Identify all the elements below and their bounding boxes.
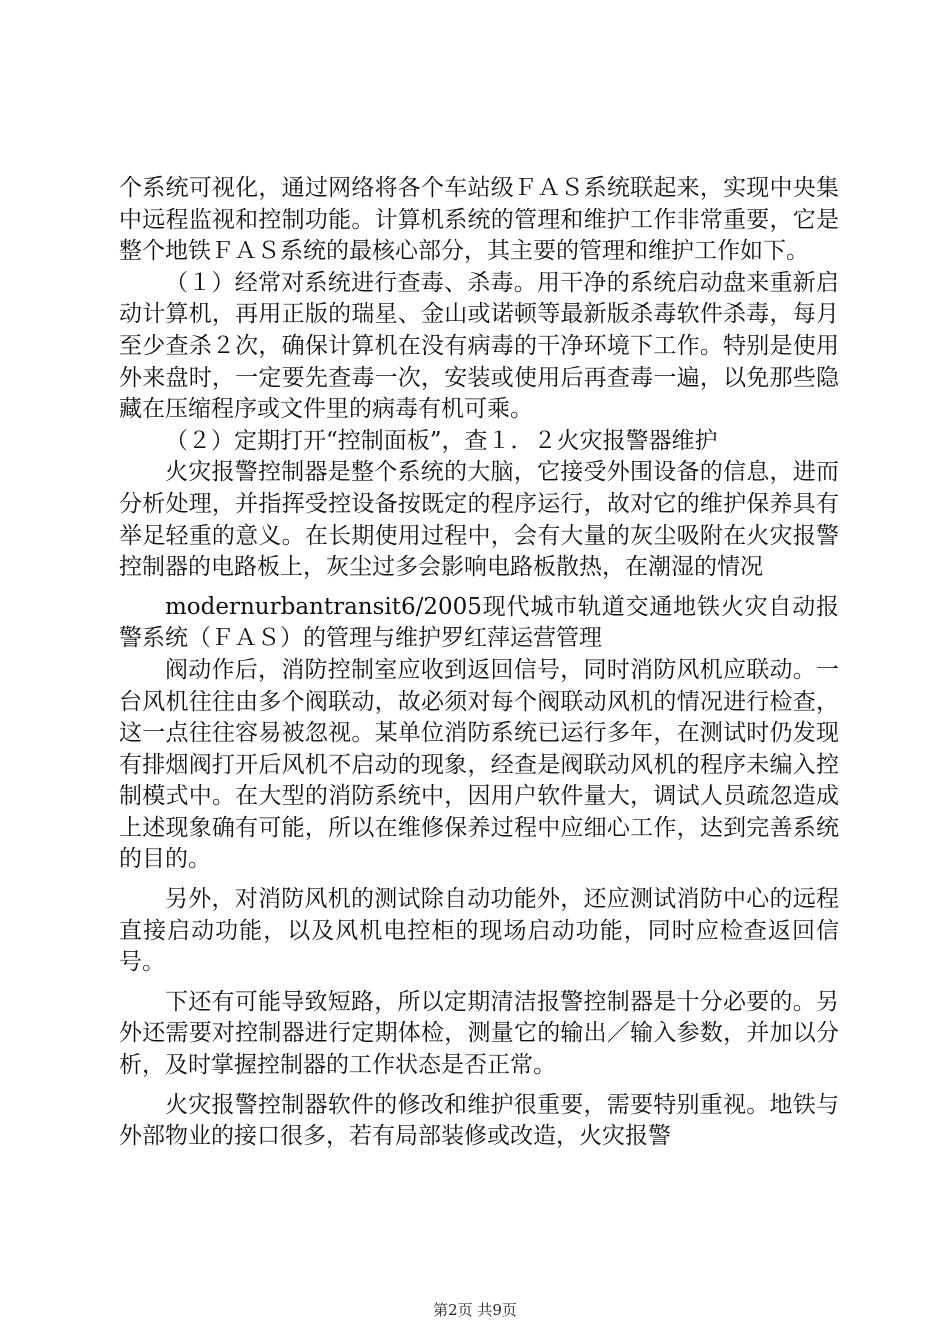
paragraph-4: 火灾报警控制器是整个系统的大脑，它接受外围设备的信息，进而分析处理，并指挥受控设备按既定的程序运行，故对它的维护保养具有举足轻重的意义。在长期使用过程中，会有大量的灰尘吸附在火灾报警控制器的电路板上，灰尘过多会影响电路板散热，在潮湿的情况 — [119, 459, 839, 581]
paragraph-7: 另外，对消防风机的测试除自动功能外，还应测试消防中心的远程直接启动功能，以及风机电控柜的现场启动功能，同时应检查返回信号。 — [119, 886, 839, 976]
document-body — [119, 173, 839, 1153]
paragraph-2: （１）经常对系统进行查毒、杀毒。用干净的系统启动盘来重新启动计算机，再用正版的瑞星、金山或诺顿等最新版杀毒软件杀毒，每月至少查杀２次，确保计算机在没有病毒的干净环境下工作。特别是使用外来盘时，一定要先查毒一次，安装或使用后再查毒一遍，以免那些隐藏在压缩程序或文件里的病毒有机可乘。 — [119, 269, 839, 423]
paragraph-6: 阀动作后，消防控制室应收到返回信号，同时消防风机应联动。一台风机往往由多个阀联动，故必须对每个阀联动风机的情况进行检查，这一点往往容易被忽视。某单位消防系统已运行多年，在测试时仍发现有排烟阀打开后风机不启动的现象，经查是阀联动风机的程序未编入控制模式中。在大型的消防系统中，因用户软件量大，调试人员疏忽造成上述现象确有可能，所以在维修保养过程中应细心工作，达到完善系统的目的。 — [119, 656, 839, 873]
paragraph-3: （２）定期打开“控制面板”，查１．２火灾报警器维护 — [165, 427, 718, 454]
page-number-footer: 第2页 共9页 — [433, 1301, 517, 1319]
paragraph-5: modernurbantransit6/2005现代城市轨道交通地铁火灾自动报警系统（ＦＡＳ）的管理与维护罗红萍运营管理 — [119, 593, 839, 652]
paragraph-8: 下还有可能导致短路，所以定期清洁报警控制器是十分必要的。另外还需要对控制器进行定期体检，测量它的输出／输入参数，并加以分析，及时掌握控制器的工作状态是否正常。 — [119, 988, 839, 1079]
paragraph-9: 火灾报警控制器软件的修改和维护很重要，需要特别重视。地铁与外部物业的接口很多，若有局部装修或改造，火灾报警 — [119, 1091, 839, 1150]
paragraph-1: 个系统可视化，通过网络将各个车站级ＦＡＳ系统联起来，实现中央集中远程监视和控制功能。计算机系统的管理和维护工作非常重要，它是整个地铁ＦＡＳ系统的最核心部分，其主要的管理和维护工作如下。 — [119, 175, 839, 265]
